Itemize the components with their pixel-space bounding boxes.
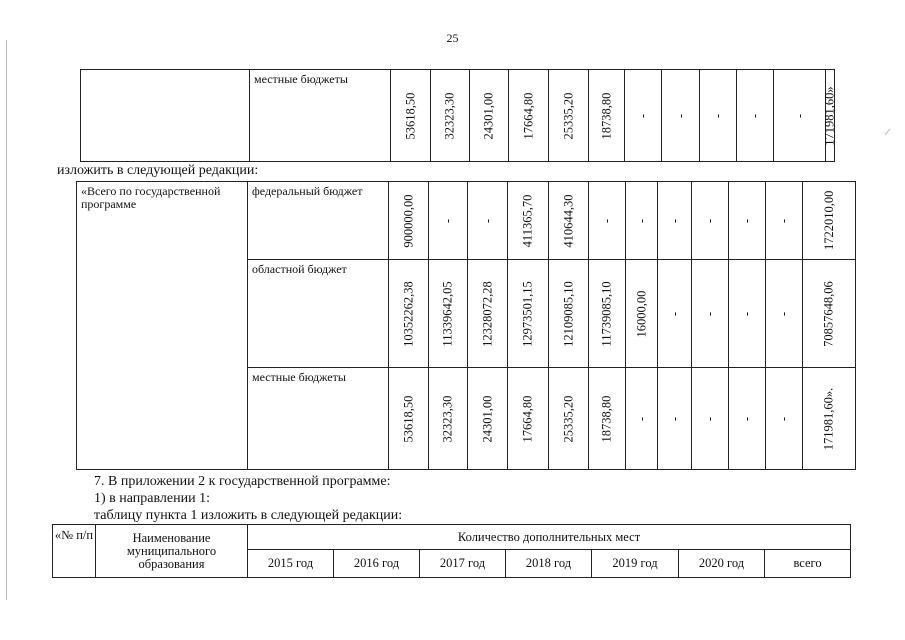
table-cell: 24301,00	[470, 70, 509, 162]
table-cell-total: 1722010,00	[803, 182, 856, 260]
table-cell-total: 171981,60».	[803, 368, 856, 470]
table-cell: -	[737, 70, 774, 162]
col-header-year: 2015 год	[248, 550, 334, 578]
table-cell: -	[589, 182, 626, 260]
row-label-local: местные бюджеты	[248, 368, 389, 470]
table-cell: 11339642,05	[429, 260, 468, 368]
table-cell: 900000,00	[389, 182, 429, 260]
table-cell: 53618,50	[389, 368, 429, 470]
table-cell: 18738,80	[589, 70, 625, 162]
row-label-regional: областной бюджет	[248, 260, 389, 368]
table-cell: 12109085,10	[549, 260, 589, 368]
row-label-local: местные бюджеты	[250, 70, 391, 162]
table-cell: -	[662, 70, 700, 162]
table-cell: 17664,80	[509, 70, 549, 162]
table-cell: 32323,30	[431, 70, 470, 162]
table-cell: -	[692, 182, 729, 260]
table-cell: -	[658, 260, 692, 368]
paragraph-table-intro: таблицу пункта 1 изложить в следующей редакции:	[94, 508, 403, 523]
table-top-empty-cell	[81, 70, 250, 162]
table-cell: -	[766, 260, 803, 368]
table-cell: -	[766, 368, 803, 470]
row-label-federal: федеральный бюджет	[248, 182, 389, 260]
table-top-continuation	[80, 69, 835, 162]
table-cell: -	[429, 182, 468, 260]
table-cell: 11739085,10	[589, 260, 626, 368]
col-header-number: «№ п/п	[53, 525, 96, 578]
table-cell: 10352262,38	[389, 260, 429, 368]
table-cell: -	[729, 260, 766, 368]
col-header-year: 2017 год	[420, 550, 506, 578]
col-header-total: всего	[765, 550, 851, 578]
table-cell-total: 171981,60»	[826, 70, 835, 162]
col-header-year: 2018 год	[506, 550, 592, 578]
scan-edge-mark-right	[885, 129, 891, 136]
col-header-year: 2019 год	[592, 550, 679, 578]
col-header-year: 2020 год	[679, 550, 765, 578]
page-number: 25	[446, 31, 459, 45]
paragraph-item-7: 7. В приложении 2 к государственной программе:	[94, 474, 391, 489]
table-cell: -	[700, 70, 737, 162]
table-cell: 411365,70	[508, 182, 549, 260]
table-cell: -	[729, 182, 766, 260]
col-header-name: Наименование муниципального образования	[96, 525, 248, 578]
table-cell: 25335,20	[549, 70, 589, 162]
table-cell: 18738,80	[589, 368, 626, 470]
intro-text: изложить в следующей редакции:	[57, 163, 259, 178]
table-cell: 12973501,15	[508, 260, 549, 368]
col-header-year: 2016 год	[334, 550, 420, 578]
table-cell: -	[468, 182, 508, 260]
table-cell: -	[625, 70, 662, 162]
table-cell: -	[658, 182, 692, 260]
table-main	[76, 181, 856, 470]
scan-edge-left	[6, 40, 7, 600]
table-cell-total: 70857648,06	[803, 260, 856, 368]
table-cell: -	[658, 368, 692, 470]
table-cell: -	[692, 368, 729, 470]
program-label: «Всего по государственной программе	[77, 182, 248, 470]
table-cell: -	[626, 182, 658, 260]
table-cell: 17664,80	[508, 368, 549, 470]
table-bottom	[52, 524, 851, 578]
table-cell: 53618,50	[391, 70, 431, 162]
group-header-places: Количество дополнительных мест	[248, 525, 851, 550]
table-cell: 24301,00	[468, 368, 508, 470]
table-cell: 25335,20	[549, 368, 589, 470]
table-cell: -	[766, 182, 803, 260]
table-cell: 410644,30	[549, 182, 589, 260]
table-cell: 12328072,28	[468, 260, 508, 368]
table-cell: -	[774, 70, 826, 162]
table-cell: -	[729, 368, 766, 470]
table-cell: -	[692, 260, 729, 368]
table-cell: 32323,30	[429, 368, 468, 470]
paragraph-direction-1: 1) в направлении 1:	[94, 491, 210, 506]
table-cell: -	[626, 368, 658, 470]
table-cell: 16000,00	[626, 260, 658, 368]
